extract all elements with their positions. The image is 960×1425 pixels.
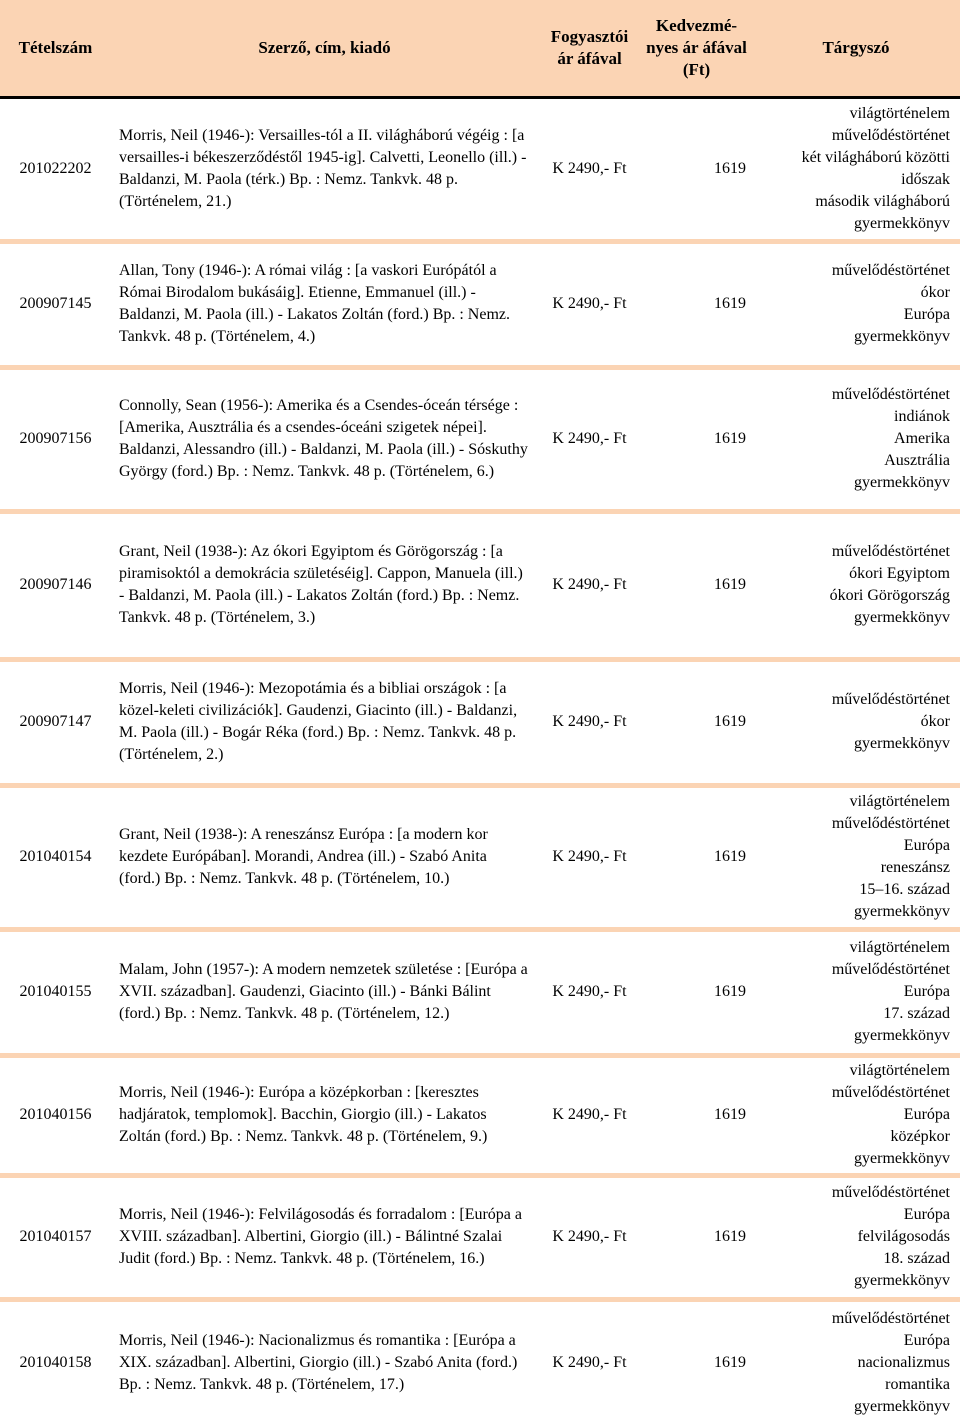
subject-keyword: 15–16. század: [859, 881, 950, 898]
discount-price: 1619: [641, 659, 752, 785]
subject-keywords: [752, 1175, 960, 1299]
subject-keyword: Európa: [903, 983, 950, 1000]
item-description: Allan, Tony (1946-): A római világ : [a vaskori Európától a Római Birodalom bukásáig]. Etienne, Emmanuel (ill.) - Baldanzi, M. Paola (ill.) - Lakatos Zoltán (ford.) Bp. : Nemz. Tankvk. 48 p. (Történelem, 4.): [111, 241, 538, 367]
subject-keywords: [752, 929, 960, 1055]
table-row: [0, 1299, 960, 1425]
table-row: [0, 511, 960, 659]
subject-keyword: művelődéstörténet: [831, 386, 950, 403]
item-number: 201040157: [0, 1175, 111, 1299]
subject-keywords: [752, 97, 960, 241]
subject-keyword: ókori Görögország: [829, 587, 950, 604]
table-row: [0, 367, 960, 511]
item-number: 200907145: [0, 241, 111, 367]
discount-price: 1619: [714, 1354, 746, 1372]
subject-keyword: művelődéstörténet: [831, 815, 950, 832]
consumer-price: K 2490,- Ft: [538, 367, 641, 511]
subject-keyword: nacionalizmus: [857, 1354, 950, 1372]
item-number: 201040155: [0, 929, 111, 1055]
subject-keyword: világtörténelem: [849, 104, 950, 122]
item-description: Grant, Neil (1938-): Az ókori Egyiptom és Görögország : [a piramisoktól a demokrácia születéséig]. Cappon, Manuela (ill.) - Baldanzi, M. Paola (ill.) - Lakatos Zoltán (ford.) Bp. : Nemz. Tankvk. 48 p. (Történelem, 3.): [111, 511, 538, 659]
consumer-price: K 2490,- Ft: [538, 241, 641, 367]
table-body: [0, 97, 960, 1425]
subject-keyword: Amerika: [894, 430, 950, 447]
subject-keyword: két világháború közötti: [801, 148, 950, 166]
item-number: 200907146: [0, 511, 111, 659]
table-row: [0, 241, 960, 367]
subject-keyword: művelődéstörténet: [831, 126, 950, 144]
subject-keywords: [752, 785, 960, 929]
consumer-price: K 2490,- Ft: [538, 1055, 641, 1175]
table-row: [0, 659, 960, 785]
item-description: Morris, Neil (1946-): Nacionalizmus és romantika : [Európa a XIX. században]. Albertini, Giorgio (ill.) - Szabó Anita (ford.) Bp. : Nemz. Tankvk. 48 p. (Történelem, 17.): [119, 1332, 518, 1394]
subject-keyword: ókor: [920, 713, 950, 730]
subject-keyword: gyermekkönyv: [854, 1398, 950, 1416]
subject-keyword: Ausztrália: [884, 452, 950, 469]
subject-keywords: [752, 659, 960, 785]
item-description: Morris, Neil (1946-): Versailles-tól a II. világháború végéig : [a versailles-i békeszerződéstől 1945-ig]. Calvetti, Leonello (ill.) - Baldanzi, M. Paola (térk.) Bp. : Nemz. Tankvk. 48 p. (Történelem, 21.): [111, 97, 538, 241]
discount-price: 1619: [641, 1175, 752, 1299]
consumer-price: K 2490,- Ft: [538, 511, 641, 659]
subject-keywords: [752, 511, 960, 659]
discount-price: 1619: [641, 511, 752, 659]
table-row: [0, 1055, 960, 1175]
table-row: [0, 97, 960, 241]
item-description: Morris, Neil (1946-): Felvilágosodás és forradalom : [Európa a XVIII. században]. Albertini, Giorgio (ill.) - Bálintné Szalai Judit (ford.) Bp. : Nemz. Tankvk. 48 p. (Történelem, 16.): [111, 1175, 538, 1299]
consumer-price: K 2490,- Ft: [538, 785, 641, 929]
header-author-title-publisher: Szerző, cím, kiadó: [111, 0, 538, 97]
subject-keyword: művelődéstörténet: [831, 262, 950, 279]
subject-keyword: művelődéstörténet: [831, 691, 950, 708]
discount-price: 1619: [641, 785, 752, 929]
subject-keywords: [752, 1055, 960, 1175]
subject-keyword: Európa: [903, 306, 950, 323]
subject-keyword: ókori Egyiptom: [849, 565, 950, 582]
subject-keyword: gyermekkönyv: [854, 735, 950, 752]
subject-keyword: Európa: [903, 837, 950, 854]
header-subject: Tárgyszó: [752, 0, 960, 97]
subject-keyword: gyermekkönyv: [854, 214, 950, 232]
consumer-price: K 2490,- Ft: [538, 929, 641, 1055]
subject-keyword: világtörténelem: [849, 793, 950, 810]
item-description: Connolly, Sean (1956-): Amerika és a Csendes-óceán térsége : [Amerika, Ausztrália és a csendes-óceáni szigetek népei]. Baldanzi, Alessandro (ill.) - Baldanzi, M. Paola (ill.) - Sóskuthy György (ford.) Bp. : Nemz. Tankvk. 48 p. (Történelem, 6.): [111, 367, 538, 511]
discount-price: 1619: [641, 1055, 752, 1175]
item-number: 200907156: [0, 367, 111, 511]
table-row: [0, 929, 960, 1055]
item-description: Malam, John (1957-): A modern nemzetek születése : [Európa a XVII. században]. Gaudenzi, Giacinto (ill.) - Bánki Bálint (ford.) Bp. : Nemz. Tankvk. 48 p. (Történelem, 12.): [111, 929, 538, 1055]
subject-keyword: világtörténelem: [849, 1062, 950, 1079]
table-row: [0, 1175, 960, 1299]
item-number: 201040158: [19, 1354, 92, 1372]
subject-keyword: reneszánsz: [880, 859, 950, 876]
consumer-price: K 2490,- Ft: [552, 1354, 627, 1372]
discount-price: 1619: [641, 367, 752, 511]
subject-keyword: 18. század: [883, 1250, 950, 1267]
subject-keyword: gyermekkönyv: [854, 1150, 950, 1167]
table-header: [0, 0, 960, 97]
header-item-number: Tételszám: [0, 0, 111, 97]
subject-keyword: művelődéstörténet: [831, 1084, 950, 1101]
discount-price: 1619: [641, 97, 752, 241]
subject-keyword: gyermekkönyv: [854, 609, 950, 626]
subject-keyword: művelődéstörténet: [831, 961, 950, 978]
item-number: 201022202: [0, 97, 111, 241]
subject-keyword: Európa: [903, 1332, 950, 1350]
item-description: Morris, Neil (1946-): Mezopotámia és a bibliai országok : [a közel-keleti civilizációk]. Gaudenzi, Giacinto (ill.) - Baldanzi, M. Paola (ill.) - Bogár Réka (ford.) Bp. : Nemz. Tankvk. 48 p. (Történelem, 2.): [111, 659, 538, 785]
table-row: [0, 785, 960, 929]
consumer-price: K 2490,- Ft: [538, 97, 641, 241]
subject-keyword: gyermekkönyv: [854, 328, 950, 345]
subject-keyword: gyermekkönyv: [854, 1272, 950, 1289]
subject-keyword: művelődéstörténet: [831, 1184, 950, 1201]
subject-keyword: 17. század: [883, 1005, 950, 1022]
item-number: 200907147: [0, 659, 111, 785]
item-description: Morris, Neil (1946-): Európa a középkorban : [keresztes hadjáratok, templomok]. Bacchin, Giorgio (ill.) - Lakatos Zoltán (ford.) Bp. : Nemz. Tankvk. 48 p. (Történelem, 9.): [111, 1055, 538, 1175]
subject-keyword: világtörténelem: [849, 939, 950, 956]
subject-keyword: gyermekkönyv: [854, 1027, 950, 1044]
subject-keyword: indiánok: [894, 408, 950, 425]
discount-price: 1619: [641, 929, 752, 1055]
subject-keyword: művelődéstörténet: [831, 543, 950, 560]
item-number: 201040156: [0, 1055, 111, 1175]
header-consumer-price: Fogyasztói ár áfával: [538, 0, 641, 97]
header-row: [0, 0, 960, 97]
subject-keyword: második világháború: [815, 192, 950, 210]
item-number: 201040154: [0, 785, 111, 929]
consumer-price: K 2490,- Ft: [538, 1175, 641, 1299]
consumer-price: K 2490,- Ft: [538, 659, 641, 785]
discount-price: 1619: [641, 241, 752, 367]
subject-keywords: [752, 241, 960, 367]
subject-keyword: gyermekkönyv: [854, 474, 950, 491]
subject-keywords: [752, 1299, 960, 1425]
subject-keyword: középkor: [890, 1128, 950, 1145]
subject-keyword: romantika: [885, 1376, 950, 1394]
subject-keyword: felvilágosodás: [857, 1228, 950, 1245]
subject-keyword: Európa: [903, 1106, 950, 1123]
subject-keyword: gyermekkönyv: [854, 903, 950, 920]
subject-keyword: Európa: [903, 1206, 950, 1223]
subject-keyword: művelődéstörténet: [831, 1310, 950, 1328]
item-description: Grant, Neil (1938-): A reneszánsz Európa : [a modern kor kezdete Európában]. Morandi, Andrea (ill.) - Szabó Anita (ford.) Bp. : Nemz. Tankvk. 48 p. (Történelem, 10.): [111, 785, 538, 929]
header-discount-price: Kedvezmé-nyes ár áfával (Ft): [641, 0, 752, 97]
subject-keywords: [752, 367, 960, 511]
subject-keyword: ókor: [920, 284, 950, 301]
subject-keyword: időszak: [901, 170, 950, 188]
